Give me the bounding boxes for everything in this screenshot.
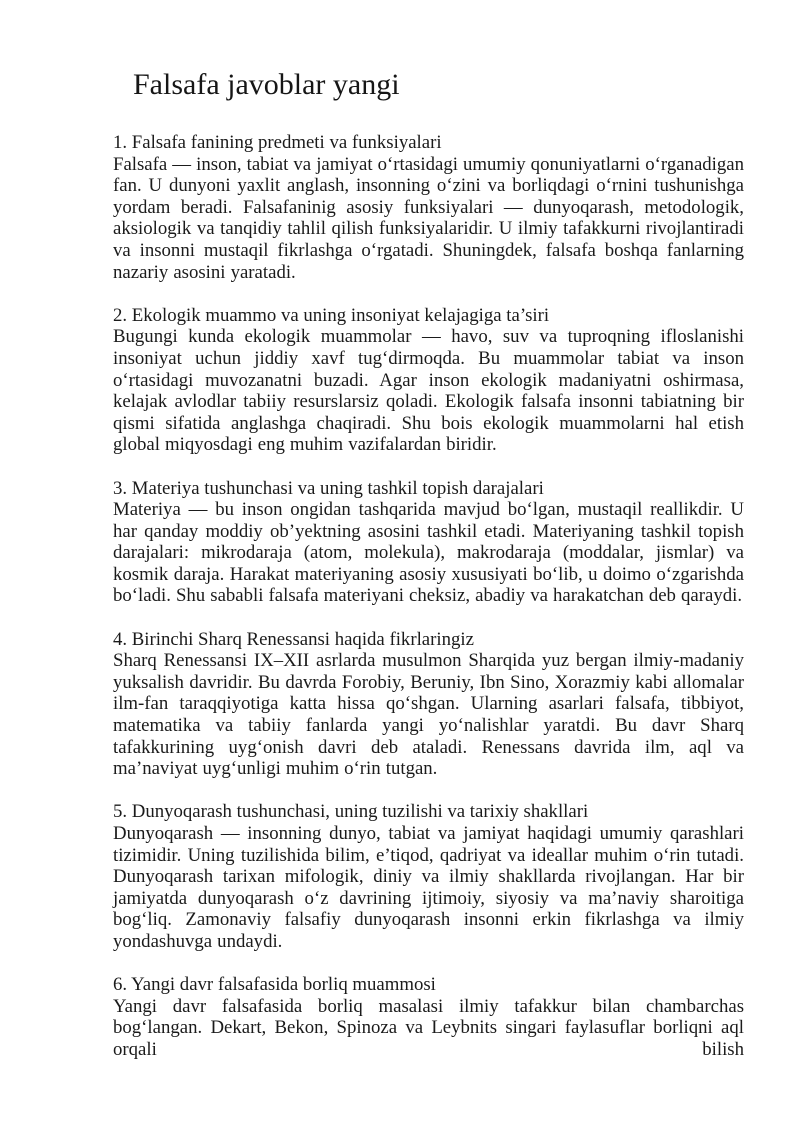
qa-section-2 — [113, 305, 744, 456]
qa-section-3 — [113, 478, 744, 608]
document-title: Falsafa javoblar yangi — [133, 68, 400, 101]
question-heading-2: 2. Ekologik muammo va uning insoniyat kelajagiga ta’siri — [113, 304, 550, 326]
question-heading-4: 4. Birinchi Sharq Renessansi haqida fikrlaringiz — [113, 628, 474, 650]
qa-section-6 — [113, 974, 744, 1060]
qa-section-4 — [113, 629, 744, 780]
question-heading-1: 1. Falsafa fanining predmeti va funksiyalari — [113, 132, 442, 153]
answer-paragraph-6: Yangi davr falsafasida borliq masalasi ilmiy tafakkur bilan chambarchas bogʻlangan. Dekart, Bekon, Spinoza va Leybnits singari faylasuflar borliqni aql orqali bilish — [113, 995, 744, 1060]
answer-paragraph-1: Falsafa — inson, tabiat va jamiyat oʻrtasidagi umumiy qonuniyatlarni oʻrganadigan fan. U dunyoni yaxlit anglash, insonning oʻzini va borliqdagi oʻrnini tushunishga yordam beradi. Falsafaninig asosiy funksiyalari — dunyoqarash, metodologik, aksiologik va tanqidiy tahlil qilish funksiyalaridir. U ilmiy tafakkurni rivojlantiradi va insonni mustaqil fikrlashga oʻrgatadi. Shuningdek, falsafa boshqa fanlarning nazariy asosini yaratadi. — [113, 153, 745, 283]
answer-paragraph-2: Bugungi kunda ekologik muammolar — havo, suv va tuproqning ifloslanishi insoniyat uchun jiddiy xavf tugʻdirmoqda. Bu muammolar tabiat va inson oʻrtasidagi muvozanatni buzadi. Agar inson ekologik madaniyatni oshirmasa, kelajak avlodlar tabiiy resurslarsiz qoladi. Ekologik falsafa insonni tabiatning bir qismi sifatida anglashga chaqiradi. Shu bois ekologik muammolarni hal etish global miqyosdagi eng muhim vazifalardan biridir. — [113, 326, 744, 456]
qa-section-5 — [113, 801, 744, 952]
question-heading-6: 6. Yangi davr falsafasida borliq muammosi — [113, 974, 436, 996]
qa-section-1 — [113, 132, 744, 283]
question-heading-5: 5. Dunyoqarash tushunchasi, uning tuzilishi va tarixiy shakllari — [113, 801, 589, 823]
question-heading-3: 3. Materiya tushunchasi va uning tashkil topish darajalari — [113, 477, 544, 499]
answer-paragraph-3: Materiya — bu inson ongidan tashqarida mavjud boʻlgan, mustaqil reallikdir. U har qanday moddiy ob’yektning asosini tashkil etadi. Materiyaning tashkil topish darajalari: mikrodaraja (atom, molekula), makrodaraja (moddalar, jismlar) va kosmik daraja. Harakat materiyaning asosiy xususiyati boʻlib, u doimo oʻzgarishda boʻladi. Shu sababli falsafa materiyani cheksiz, abadiy va harakatchan deb qaraydi. — [113, 499, 744, 607]
answer-paragraph-4: Sharq Renessansi IX–XII asrlarda musulmon Sharqida yuz bergan ilmiy-madaniy yuksalish davridir. Bu davrda Forobiy, Beruniy, Ibn Sino, Xorazmiy kabi allomalar ilm-fan taraqqiyotiga katta hissa qoʻshgan. Ularning asarlari falsafa, tibbiyot, matematika va tabiiy fanlarda yangi yoʻnalishlar yaratdi. Bu davr Sharq tafakkurining uygʻonish davri deb ataladi. Renessans davrida ilm, aql va ma’naviyat uygʻunligi muhim oʻrin tutgan. — [113, 650, 744, 780]
answer-paragraph-5: Dunyoqarash — insonning dunyo, tabiat va jamiyat haqidagi umumiy qarashlari tizimidir. Uning tuzilishida bilim, e’tiqod, qadriyat va ideallar muhim oʻrin tutadi. Dunyoqarash tarixan mifologik, diniy va ilmiy shakllarda rivojlangan. Har bir jamiyatda dunyoqarash oʻz davrining ijtimoiy, siyosiy va ma’naviy sharoitiga bogʻliq. Zamonaviy falsafiy dunyoqarash insonni erkin fikrlashga va ilmiy yondashuvga undaydi. — [113, 823, 744, 952]
